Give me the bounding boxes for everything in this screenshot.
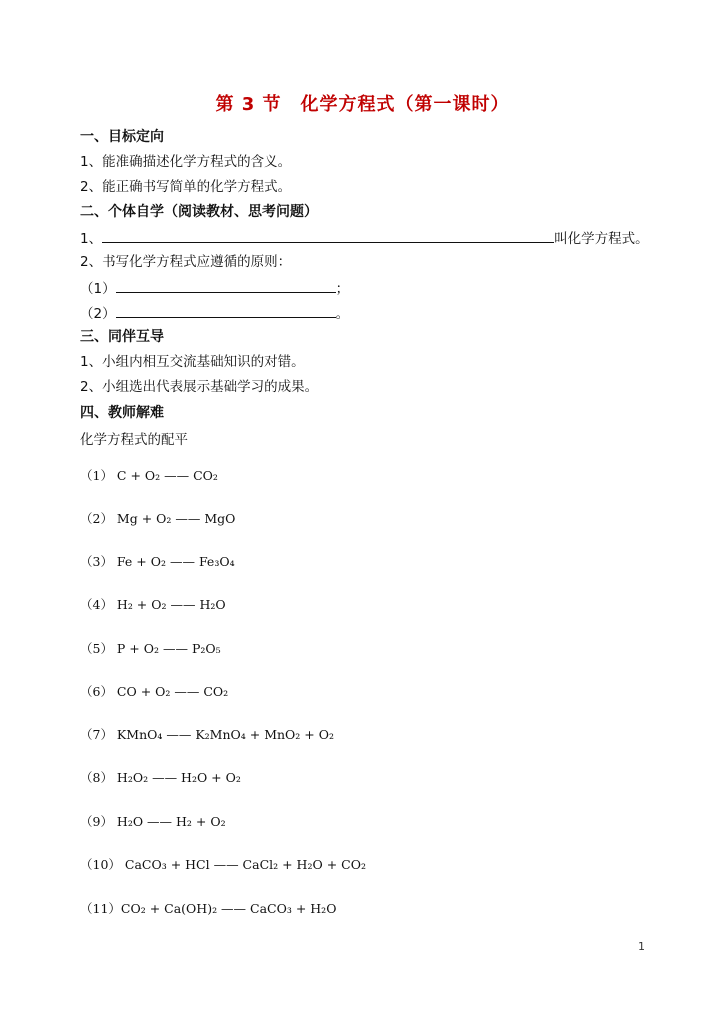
question-2: 2、书写化学方程式应遵循的原则： [80, 254, 292, 270]
equation-11: （11）CO₂ + Ca(OH)₂ —— CaCO₃ + H₂O [80, 901, 337, 916]
principle-1-prefix: （1） [80, 281, 116, 297]
question-1 [80, 228, 649, 248]
question-1-prefix: 1、 [80, 231, 103, 247]
equation-6: （6） CO + O₂ —— CO₂ [80, 684, 229, 699]
equation-10: （10） CaCO₃ + HCl —— CaCl₂ + H₂O + CO₂ [80, 857, 366, 872]
equation-2: （2） Mg + O₂ —— MgO [80, 511, 236, 526]
equation-5: （5） P + O₂ —— P₂O₅ [80, 641, 221, 656]
section1-heading: 一、目标定向 [80, 129, 164, 145]
section2-heading: 二、个体自学（阅读教材、思考问题） [80, 204, 318, 220]
answer-blank-1[interactable] [102, 228, 554, 243]
principle-2 [80, 303, 349, 323]
principle-1-suffix: ； [335, 281, 350, 297]
principle-2-suffix: 。 [335, 306, 350, 322]
equation-9: （9） H₂O —— H₂ + O₂ [80, 814, 226, 829]
principle-1 [80, 278, 349, 298]
peer-item-1: 1、小组内相互交流基础知识的对错。 [80, 354, 305, 370]
section3-heading: 三、同伴互导 [80, 329, 164, 345]
peer-item-2: 2、小组选出代表展示基础学习的成果。 [80, 379, 319, 395]
goal-item-2: 2、能正确书写简单的化学方程式。 [80, 179, 292, 195]
balancing-subheading: 化学方程式的配平 [80, 432, 188, 448]
page-number: 1 [638, 940, 645, 953]
equation-8: （8） H₂O₂ —— H₂O + O₂ [80, 770, 241, 785]
document-title: 第 3 节 化学方程式（第一课时） [215, 94, 510, 115]
principle-2-prefix: （2） [80, 306, 116, 322]
goal-item-1: 1、能准确描述化学方程式的含义。 [80, 154, 292, 170]
question-1-suffix: 叫化学方程式。 [554, 231, 649, 247]
principle-blank-1[interactable] [116, 278, 336, 293]
equation-4: （4） H₂ + O₂ —— H₂O [80, 597, 226, 612]
equation-1: （1） C + O₂ —— CO₂ [80, 468, 218, 483]
equation-3: （3） Fe + O₂ —— Fe₃O₄ [80, 554, 235, 569]
section4-heading: 四、教师解难 [80, 405, 164, 421]
equation-7: （7） KMnO₄ —— K₂MnO₄ + MnO₂ + O₂ [80, 727, 334, 742]
principle-blank-2[interactable] [116, 303, 336, 318]
